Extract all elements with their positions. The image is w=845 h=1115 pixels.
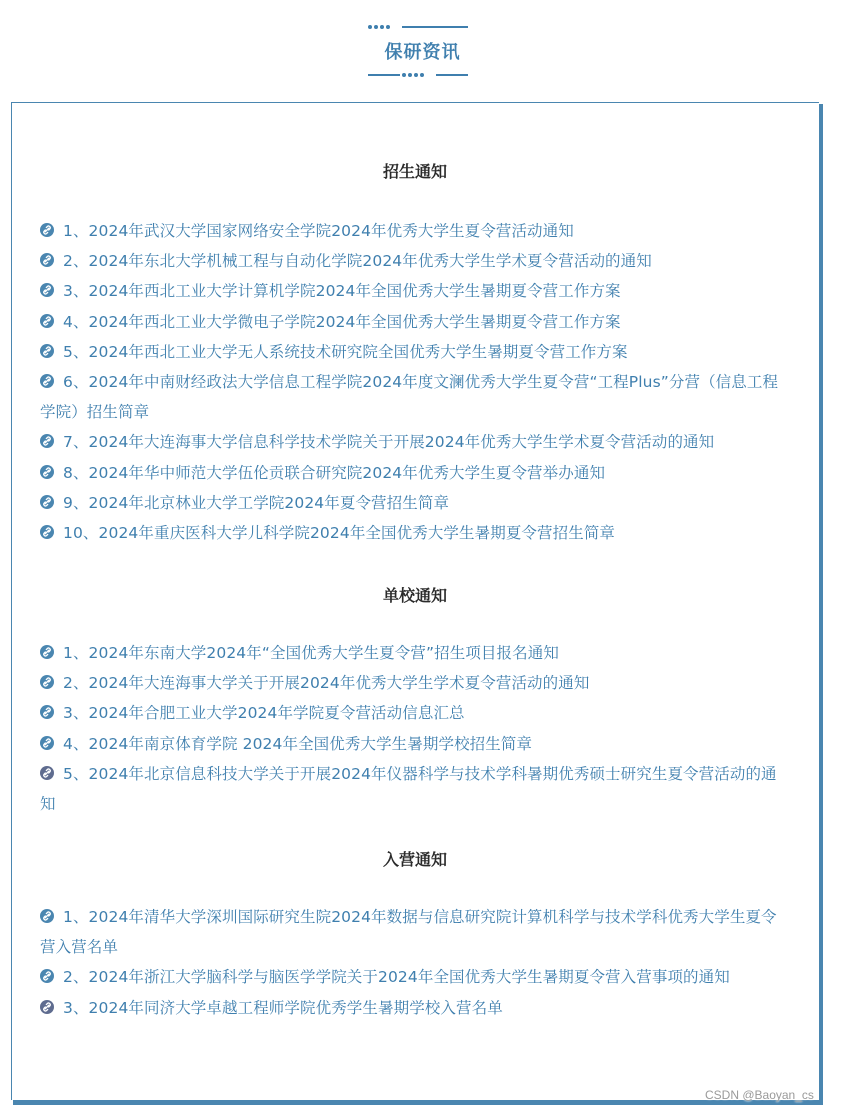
watermark: CSDN @Baoyan_cs — [705, 1088, 814, 1102]
admissions-list — [40, 216, 792, 548]
news-card — [11, 102, 819, 1100]
item-text: 6、2024年中南财经政法大学信息工程学院2024年度文澜优秀大学生夏令营“工程Plus”分营（信息工程学院）招生简章 — [40, 373, 779, 422]
list-item[interactable] — [40, 518, 792, 548]
decorative-dots-top — [368, 25, 390, 29]
item-text: 1、2024年东南大学2024年“全国优秀大学生夏令营”招生项目报名通知 — [63, 644, 559, 662]
decorative-line-bottom-right — [436, 74, 468, 76]
item-text: 2、2024年东北大学机械工程与自动化学院2024年优秀大学生学术夏令营活动的通知 — [63, 252, 652, 271]
link-icon — [40, 675, 54, 689]
link-icon — [40, 314, 54, 328]
link-icon — [40, 736, 54, 750]
list-item[interactable] — [40, 337, 792, 367]
link-icon — [40, 495, 54, 509]
list-item[interactable] — [40, 367, 792, 427]
link-icon — [40, 434, 54, 448]
list-item[interactable] — [40, 488, 792, 518]
list-item[interactable] — [40, 668, 792, 698]
item-text: 2、2024年大连海事大学关于开展2024年优秀大学生学术夏令营活动的通知 — [63, 674, 590, 693]
item-text: 7、2024年大连海事大学信息科学技术学院关于开展2024年优秀大学生学术夏令营活动的通知 — [63, 433, 715, 452]
decorative-line-bottom-left — [368, 74, 400, 76]
item-text: 2、2024年浙江大学脑科学与脑医学学院关于2024年全国优秀大学生暑期夏令营入营事项的通知 — [63, 968, 730, 987]
list-item[interactable] — [40, 962, 792, 992]
list-item[interactable] — [40, 698, 792, 728]
decorative-line-top — [402, 26, 468, 28]
single-school-list — [40, 638, 792, 819]
link-icon — [40, 525, 54, 539]
item-text: 9、2024年北京林业大学工学院2024年夏令营招生简章 — [63, 493, 450, 512]
link-icon — [40, 223, 54, 237]
link-icon — [40, 283, 54, 297]
link-icon — [40, 909, 54, 923]
section-title-admission-list: 入营通知 — [382, 850, 447, 869]
item-text: 4、2024年南京体育学院 2024年全国优秀大学生暑期学校招生简章 — [63, 734, 533, 753]
link-icon — [40, 766, 54, 780]
link-icon — [40, 1000, 54, 1014]
list-item[interactable] — [40, 276, 792, 306]
link-icon — [40, 969, 54, 983]
decorative-dots-bottom — [402, 73, 424, 77]
list-item[interactable] — [40, 638, 792, 668]
item-text: 10、2024年重庆医科大学儿科学院2024年全国优秀大学生暑期夏令营招生简章 — [63, 524, 616, 543]
list-item[interactable] — [40, 729, 792, 759]
list-item[interactable] — [40, 902, 792, 962]
section-header — [0, 16, 845, 86]
link-icon — [40, 465, 54, 479]
list-item[interactable] — [40, 759, 792, 819]
link-icon — [40, 645, 54, 659]
list-item[interactable] — [40, 216, 792, 246]
link-icon — [40, 374, 54, 388]
section-title-single-school: 单校通知 — [382, 586, 447, 605]
item-text: 5、2024年西北工业大学无人系统技术研究院全国优秀大学生暑期夏令营工作方案 — [63, 342, 628, 361]
item-text: 8、2024年华中师范大学伍伦贡联合研究院2024年优秀大学生夏令营举办通知 — [63, 463, 606, 482]
section-title-admissions: 招生通知 — [382, 162, 447, 181]
list-item[interactable] — [40, 993, 792, 1023]
list-item[interactable] — [40, 427, 792, 457]
item-text: 1、2024年清华大学深圳国际研究生院2024年数据与信息研究院计算机科学与技术学科优秀大学生夏令营入营名单 — [40, 908, 777, 957]
item-text: 3、2024年西北工业大学计算机学院2024年全国优秀大学生暑期夏令营工作方案 — [63, 282, 621, 301]
list-item[interactable] — [40, 307, 792, 337]
list-item[interactable] — [40, 458, 792, 488]
link-icon — [40, 705, 54, 719]
link-icon — [40, 253, 54, 267]
item-text: 1、2024年武汉大学国家网络安全学院2024年优秀大学生夏令营活动通知 — [63, 222, 574, 240]
page-title: 保研资讯 — [384, 42, 461, 63]
list-item[interactable] — [40, 246, 792, 276]
item-text: 4、2024年西北工业大学微电子学院2024年全国优秀大学生暑期夏令营工作方案 — [63, 312, 621, 331]
link-icon — [40, 344, 54, 358]
item-text: 5、2024年北京信息科技大学关于开展2024年仪器科学与技术学科暑期优秀硕士研究生夏令营活动的通知 — [40, 764, 777, 814]
item-text: 3、2024年合肥工业大学2024年学院夏令营活动信息汇总 — [63, 704, 465, 723]
admission-list — [40, 902, 792, 1023]
item-text: 3、2024年同济大学卓越工程师学院优秀学生暑期学校入营名单 — [63, 998, 503, 1017]
